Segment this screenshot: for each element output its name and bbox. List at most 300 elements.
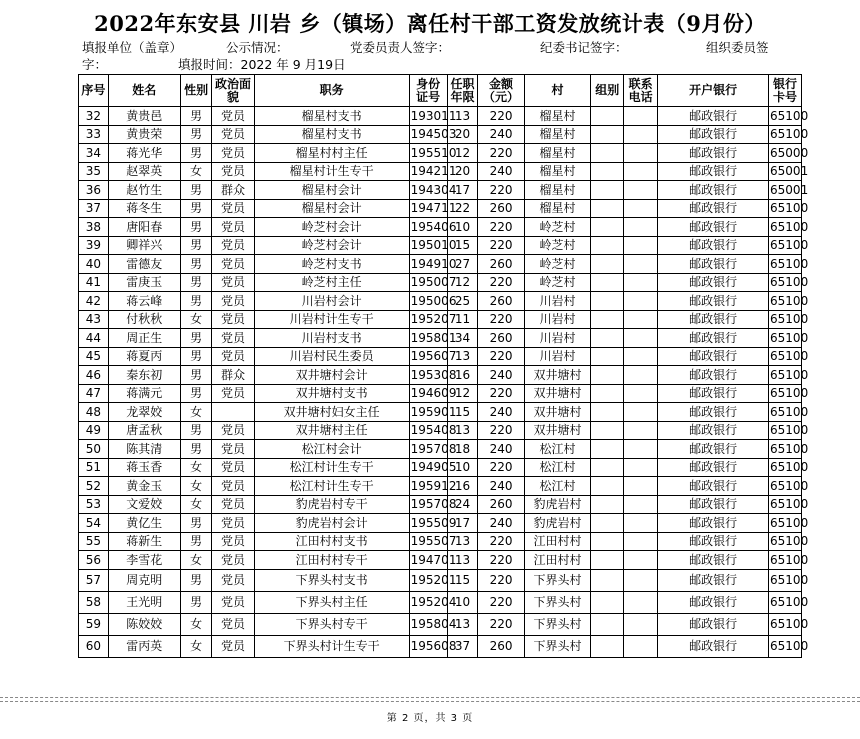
col-phone-cell — [624, 403, 658, 422]
col-tenure-header: 任职年限 — [447, 75, 478, 107]
col-gender-cell: 男 — [180, 181, 212, 200]
col-gender-cell: 男 — [180, 236, 212, 255]
col-tenure-cell: 37 — [447, 635, 478, 657]
col-amount-header: 金额（元） — [478, 75, 524, 107]
col-amount-cell: 260 — [478, 199, 524, 218]
col-tenure-cell: 13 — [447, 551, 478, 570]
col-tenure-cell: 12 — [447, 273, 478, 292]
col-seq-cell: 43 — [79, 310, 109, 329]
col-card-number-cell: 65100 — [769, 440, 802, 459]
col-phone-cell — [624, 181, 658, 200]
col-tenure-cell: 17 — [447, 181, 478, 200]
col-village-cell: 下界头村 — [524, 569, 591, 591]
col-village-cell: 下界头村 — [524, 635, 591, 657]
col-name-cell: 黄贵荣 — [108, 125, 180, 144]
col-card-number-header: 银行卡号 — [769, 75, 802, 107]
table-row — [79, 551, 802, 570]
table-row — [79, 125, 802, 144]
col-group-cell — [591, 162, 624, 181]
page-title: 2022年东安县 川岩 乡（镇场）离任村干部工资发放统计表（9月份） — [94, 11, 766, 36]
col-political-status-cell: 党员 — [212, 440, 254, 459]
col-amount-cell: 240 — [478, 514, 524, 533]
col-political-status-cell: 党员 — [212, 218, 254, 237]
table-row — [79, 255, 802, 274]
col-name-cell: 周正生 — [108, 329, 180, 348]
table-row — [79, 514, 802, 533]
col-village-cell: 岭芝村 — [524, 273, 591, 292]
col-name-cell: 赵竹生 — [108, 181, 180, 200]
col-village-cell: 双井塘村 — [524, 403, 591, 422]
col-phone-cell — [624, 477, 658, 496]
col-political-status-header: 政治面貌 — [212, 75, 254, 107]
col-id-number-cell: 194503 — [409, 125, 447, 144]
col-phone-cell — [624, 613, 658, 635]
col-seq-cell: 57 — [79, 569, 109, 591]
col-bank-cell: 邮政银行 — [658, 403, 769, 422]
col-bank-cell: 邮政银行 — [658, 292, 769, 311]
col-phone-cell — [624, 347, 658, 366]
col-position-cell: 榴星村计生专干 — [254, 162, 409, 181]
col-bank-cell: 邮政银行 — [658, 458, 769, 477]
col-bank-cell: 邮政银行 — [658, 347, 769, 366]
col-id-number-cell: 194711 — [409, 199, 447, 218]
col-card-number-cell: 65001 — [769, 181, 802, 200]
col-name-cell: 蒋满元 — [108, 384, 180, 403]
unit-label: 填报单位（盖章） — [82, 40, 183, 55]
col-id-number-cell: 194905 — [409, 458, 447, 477]
table-row — [79, 421, 802, 440]
col-political-status-cell: 党员 — [212, 635, 254, 657]
col-political-status-cell: 党员 — [212, 292, 254, 311]
col-group-cell — [591, 273, 624, 292]
col-name-cell: 陈其清 — [108, 440, 180, 459]
col-group-cell — [591, 569, 624, 591]
col-position-cell: 川岩村会计 — [254, 292, 409, 311]
col-group-cell — [591, 181, 624, 200]
col-group-cell — [591, 199, 624, 218]
col-political-status-cell: 党员 — [212, 458, 254, 477]
col-bank-cell: 邮政银行 — [658, 495, 769, 514]
col-position-cell: 岭芝村主任 — [254, 273, 409, 292]
col-amount-cell: 240 — [478, 440, 524, 459]
col-political-status-cell: 党员 — [212, 144, 254, 163]
col-card-number-cell: 65100 — [769, 273, 802, 292]
table-row — [79, 403, 802, 422]
discipline-sign-label: 纪委书记签字： — [540, 40, 628, 55]
table-row — [79, 107, 802, 126]
col-phone-cell — [624, 440, 658, 459]
col-id-number-cell: 195912 — [409, 477, 447, 496]
col-seq-cell: 40 — [79, 255, 109, 274]
col-seq-cell: 58 — [79, 591, 109, 613]
col-position-cell: 下界头村计生专干 — [254, 635, 409, 657]
col-amount-cell: 240 — [478, 366, 524, 385]
col-amount-cell: 260 — [478, 329, 524, 348]
page-break-line — [0, 697, 860, 698]
col-political-status-cell: 党员 — [212, 162, 254, 181]
col-phone-cell — [624, 532, 658, 551]
col-position-cell: 双井塘村会计 — [254, 366, 409, 385]
col-seq-cell: 55 — [79, 532, 109, 551]
col-phone-cell — [624, 384, 658, 403]
col-id-number-cell: 195010 — [409, 236, 447, 255]
col-tenure-cell: 34 — [447, 329, 478, 348]
col-village-cell: 川岩村 — [524, 347, 591, 366]
col-village-cell: 松江村 — [524, 440, 591, 459]
col-card-number-cell: 65000 — [769, 144, 802, 163]
col-village-cell: 双井塘村 — [524, 384, 591, 403]
col-phone-cell — [624, 236, 658, 255]
col-phone-cell — [624, 495, 658, 514]
col-tenure-cell: 10 — [447, 591, 478, 613]
col-card-number-cell: 65100 — [769, 329, 802, 348]
col-amount-cell: 240 — [478, 477, 524, 496]
col-seq-cell: 42 — [79, 292, 109, 311]
col-bank-cell: 邮政银行 — [658, 329, 769, 348]
col-card-number-cell: 65100 — [769, 551, 802, 570]
col-village-cell: 松江村 — [524, 477, 591, 496]
col-gender-cell: 男 — [180, 440, 212, 459]
col-position-cell: 下界头村支书 — [254, 569, 409, 591]
col-gender-cell: 女 — [180, 310, 212, 329]
col-group-cell — [591, 477, 624, 496]
col-name-cell: 周克明 — [108, 569, 180, 591]
col-position-cell: 川岩村支书 — [254, 329, 409, 348]
col-position-cell: 川岩村民生委员 — [254, 347, 409, 366]
col-gender-cell: 女 — [180, 477, 212, 496]
col-village-cell: 榴星村 — [524, 181, 591, 200]
col-village-cell: 江田村村 — [524, 532, 591, 551]
col-card-number-cell: 65100 — [769, 218, 802, 237]
col-name-cell: 唐阳春 — [108, 218, 180, 237]
col-village-cell: 川岩村 — [524, 329, 591, 348]
col-amount-cell: 220 — [478, 236, 524, 255]
col-card-number-cell: 65100 — [769, 569, 802, 591]
table-row — [79, 477, 802, 496]
table-row — [79, 569, 802, 591]
col-political-status-cell: 党员 — [212, 569, 254, 591]
col-village-cell: 下界头村 — [524, 613, 591, 635]
col-amount-cell: 220 — [478, 569, 524, 591]
col-political-status-cell: 党员 — [212, 613, 254, 635]
col-gender-cell: 女 — [180, 495, 212, 514]
table-row — [79, 181, 802, 200]
table-row — [79, 495, 802, 514]
col-id-number-cell: 195308 — [409, 366, 447, 385]
col-seq-cell: 33 — [79, 125, 109, 144]
col-political-status-cell — [212, 403, 254, 422]
col-amount-cell: 220 — [478, 347, 524, 366]
col-gender-cell: 男 — [180, 347, 212, 366]
col-tenure-cell: 10 — [447, 218, 478, 237]
col-tenure-cell: 16 — [447, 477, 478, 496]
col-gender-cell: 女 — [180, 635, 212, 657]
col-position-cell: 榴星村会计 — [254, 181, 409, 200]
col-group-cell — [591, 384, 624, 403]
col-group-cell — [591, 532, 624, 551]
col-tenure-cell: 24 — [447, 495, 478, 514]
col-seq-cell: 34 — [79, 144, 109, 163]
col-seq-header: 序号 — [79, 75, 109, 107]
col-political-status-cell: 党员 — [212, 255, 254, 274]
col-tenure-cell: 25 — [447, 292, 478, 311]
col-bank-cell: 邮政银行 — [658, 613, 769, 635]
col-bank-cell: 邮政银行 — [658, 440, 769, 459]
table-row — [79, 440, 802, 459]
col-card-number-cell: 65100 — [769, 236, 802, 255]
col-phone-cell — [624, 551, 658, 570]
col-phone-cell — [624, 107, 658, 126]
col-position-cell: 双井塘村支书 — [254, 384, 409, 403]
col-amount-cell: 240 — [478, 125, 524, 144]
col-village-cell: 川岩村 — [524, 292, 591, 311]
col-position-cell: 江田村村支书 — [254, 532, 409, 551]
col-seq-cell: 50 — [79, 440, 109, 459]
col-gender-cell: 女 — [180, 162, 212, 181]
col-political-status-cell: 党员 — [212, 551, 254, 570]
col-name-cell: 黄贵邑 — [108, 107, 180, 126]
col-amount-cell: 260 — [478, 292, 524, 311]
col-bank-cell: 邮政银行 — [658, 162, 769, 181]
col-name-cell: 蒋夏丙 — [108, 347, 180, 366]
col-position-header: 职务 — [254, 75, 409, 107]
col-seq-cell: 56 — [79, 551, 109, 570]
col-village-cell: 江田村村 — [524, 551, 591, 570]
col-amount-cell: 260 — [478, 255, 524, 274]
col-position-cell: 岭芝村会计 — [254, 236, 409, 255]
col-card-number-cell: 65100 — [769, 125, 802, 144]
col-amount-cell: 220 — [478, 181, 524, 200]
col-group-cell — [591, 329, 624, 348]
col-id-number-cell: 195204 — [409, 591, 447, 613]
col-id-number-cell: 195801 — [409, 329, 447, 348]
col-id-number-cell: 195007 — [409, 273, 447, 292]
col-amount-cell: 220 — [478, 144, 524, 163]
col-name-cell: 雷丙英 — [108, 635, 180, 657]
col-gender-cell: 男 — [180, 255, 212, 274]
col-phone-cell — [624, 569, 658, 591]
col-seq-cell: 47 — [79, 384, 109, 403]
col-name-cell: 龙翠姣 — [108, 403, 180, 422]
col-name-cell: 雷庚玉 — [108, 273, 180, 292]
col-village-cell: 榴星村 — [524, 125, 591, 144]
col-bank-cell: 邮政银行 — [658, 236, 769, 255]
col-group-cell — [591, 635, 624, 657]
col-position-cell: 双井塘村妇女主任 — [254, 403, 409, 422]
col-position-cell: 川岩村计生专干 — [254, 310, 409, 329]
col-village-cell: 榴星村 — [524, 199, 591, 218]
col-village-cell: 松江村 — [524, 458, 591, 477]
col-village-cell: 下界头村 — [524, 591, 591, 613]
col-phone-cell — [624, 591, 658, 613]
col-name-cell: 蒋冬生 — [108, 199, 180, 218]
col-bank-cell: 邮政银行 — [658, 107, 769, 126]
col-amount-cell: 220 — [478, 591, 524, 613]
col-amount-cell: 220 — [478, 458, 524, 477]
col-seq-cell: 35 — [79, 162, 109, 181]
table-body — [79, 107, 809, 658]
col-id-number-cell: 195901 — [409, 403, 447, 422]
col-tenure-cell: 13 — [447, 613, 478, 635]
col-bank-cell: 邮政银行 — [658, 144, 769, 163]
col-tenure-cell: 16 — [447, 366, 478, 385]
col-gender-cell: 男 — [180, 569, 212, 591]
col-bank-cell: 邮政银行 — [658, 199, 769, 218]
col-phone-cell — [624, 514, 658, 533]
col-group-cell — [591, 551, 624, 570]
col-name-cell: 蒋新生 — [108, 532, 180, 551]
col-tenure-cell: 17 — [447, 514, 478, 533]
col-phone-cell — [624, 329, 658, 348]
col-village-cell: 川岩村 — [524, 310, 591, 329]
col-tenure-cell: 20 — [447, 162, 478, 181]
col-tenure-cell: 13 — [447, 347, 478, 366]
col-name-cell: 李雪花 — [108, 551, 180, 570]
col-name-cell: 蒋光华 — [108, 144, 180, 163]
col-id-number-cell: 195201 — [409, 569, 447, 591]
col-position-cell: 榴星村村主任 — [254, 144, 409, 163]
col-political-status-cell: 党员 — [212, 347, 254, 366]
col-id-number-cell: 194609 — [409, 384, 447, 403]
col-name-cell: 黄金玉 — [108, 477, 180, 496]
col-card-number-cell: 65100 — [769, 384, 802, 403]
col-seq-cell: 39 — [79, 236, 109, 255]
col-political-status-cell: 群众 — [212, 366, 254, 385]
col-seq-cell: 37 — [79, 199, 109, 218]
org-sign-label: 组织委员签 — [706, 40, 769, 55]
col-card-number-cell: 65100 — [769, 421, 802, 440]
col-political-status-cell: 党员 — [212, 273, 254, 292]
col-name-cell: 赵翠英 — [108, 162, 180, 181]
col-tenure-cell: 18 — [447, 440, 478, 459]
col-id-number-cell: 195207 — [409, 310, 447, 329]
col-gender-cell: 男 — [180, 421, 212, 440]
table-row — [79, 292, 802, 311]
page-number: 第 2 页，共 3 页 — [386, 713, 474, 724]
col-name-cell: 卿祥兴 — [108, 236, 180, 255]
col-group-cell — [591, 310, 624, 329]
col-seq-cell: 46 — [79, 366, 109, 385]
col-bank-cell: 邮政银行 — [658, 514, 769, 533]
col-village-cell: 双井塘村 — [524, 421, 591, 440]
col-name-cell: 黄亿生 — [108, 514, 180, 533]
col-tenure-cell: 27 — [447, 255, 478, 274]
col-political-status-cell: 党员 — [212, 421, 254, 440]
col-political-status-cell: 党员 — [212, 125, 254, 144]
col-tenure-cell: 20 — [447, 125, 478, 144]
table-row — [79, 329, 802, 348]
col-gender-cell: 女 — [180, 403, 212, 422]
col-amount-cell: 220 — [478, 273, 524, 292]
col-id-number-cell: 195608 — [409, 635, 447, 657]
col-phone-cell — [624, 273, 658, 292]
col-gender-cell: 男 — [180, 292, 212, 311]
col-group-cell — [591, 292, 624, 311]
col-id-number-cell: 195708 — [409, 440, 447, 459]
col-gender-cell: 男 — [180, 199, 212, 218]
table-row — [79, 218, 802, 237]
col-village-cell: 榴星村 — [524, 144, 591, 163]
col-seq-cell: 52 — [79, 477, 109, 496]
col-id-number-cell: 195607 — [409, 347, 447, 366]
col-phone-cell — [624, 144, 658, 163]
col-card-number-cell: 65100 — [769, 292, 802, 311]
col-group-cell — [591, 514, 624, 533]
col-bank-cell: 邮政银行 — [658, 551, 769, 570]
col-tenure-cell: 15 — [447, 569, 478, 591]
col-political-status-cell: 党员 — [212, 591, 254, 613]
col-card-number-cell: 65100 — [769, 514, 802, 533]
col-card-number-cell: 65100 — [769, 458, 802, 477]
col-group-cell — [591, 236, 624, 255]
col-group-cell — [591, 458, 624, 477]
page-break-line — [0, 701, 860, 702]
col-id-number-cell: 193011 — [409, 107, 447, 126]
col-group-cell — [591, 591, 624, 613]
col-position-cell: 榴星村支书 — [254, 107, 409, 126]
col-bank-cell: 邮政银行 — [658, 273, 769, 292]
col-political-status-cell: 党员 — [212, 329, 254, 348]
table-row — [79, 273, 802, 292]
col-tenure-cell: 15 — [447, 236, 478, 255]
col-bank-cell: 邮政银行 — [658, 532, 769, 551]
col-card-number-cell: 65100 — [769, 635, 802, 657]
col-gender-cell: 女 — [180, 458, 212, 477]
col-group-header: 组别 — [591, 75, 624, 107]
col-bank-cell: 邮政银行 — [658, 218, 769, 237]
salary-table — [78, 74, 809, 658]
col-seq-cell: 45 — [79, 347, 109, 366]
col-id-number-cell: 195509 — [409, 514, 447, 533]
col-name-cell: 唐孟秋 — [108, 421, 180, 440]
col-group-cell — [591, 421, 624, 440]
col-amount-cell: 220 — [478, 107, 524, 126]
col-card-number-cell: 65100 — [769, 403, 802, 422]
col-gender-cell: 男 — [180, 144, 212, 163]
col-seq-cell: 59 — [79, 613, 109, 635]
col-name-cell: 蒋云峰 — [108, 292, 180, 311]
col-gender-header: 性别 — [180, 75, 212, 107]
col-position-cell: 豹虎岩村专干 — [254, 495, 409, 514]
col-seq-cell: 53 — [79, 495, 109, 514]
col-tenure-cell: 11 — [447, 310, 478, 329]
col-bank-cell: 邮政银行 — [658, 366, 769, 385]
col-group-cell — [591, 107, 624, 126]
table-row — [79, 384, 802, 403]
col-gender-cell: 男 — [180, 329, 212, 348]
col-bank-cell: 邮政银行 — [658, 591, 769, 613]
table-row — [79, 310, 802, 329]
col-tenure-cell: 13 — [447, 107, 478, 126]
col-card-number-cell: 65100 — [769, 199, 802, 218]
table-row — [79, 458, 802, 477]
col-id-number-cell: 195006 — [409, 292, 447, 311]
col-bank-cell: 邮政银行 — [658, 181, 769, 200]
col-phone-cell — [624, 310, 658, 329]
col-tenure-cell: 10 — [447, 458, 478, 477]
col-name-header: 姓名 — [108, 75, 180, 107]
col-seq-cell: 51 — [79, 458, 109, 477]
col-name-cell: 蒋玉香 — [108, 458, 180, 477]
col-bank-cell: 邮政银行 — [658, 569, 769, 591]
col-card-number-cell: 65100 — [769, 255, 802, 274]
col-name-cell: 陈姣姣 — [108, 613, 180, 635]
col-name-cell: 秦东初 — [108, 366, 180, 385]
col-political-status-cell: 党员 — [212, 514, 254, 533]
col-gender-cell: 男 — [180, 218, 212, 237]
col-position-cell: 松江村计生专干 — [254, 477, 409, 496]
col-name-cell: 文爱姣 — [108, 495, 180, 514]
